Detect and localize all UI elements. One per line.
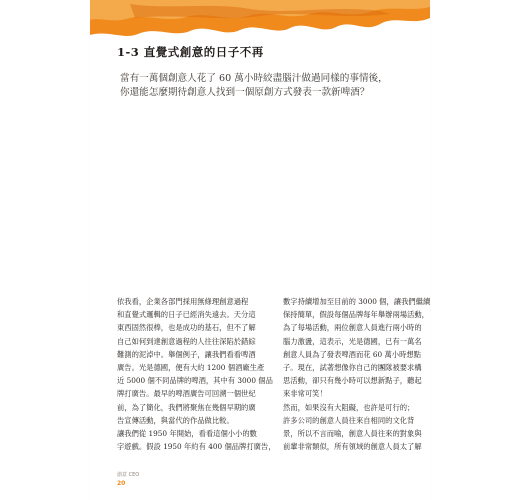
body-line: 保持簡單，假設每個品牌每年舉辦兩場活動， (283, 310, 429, 320)
body-line: 廣告。光是德國，便有大約 1200 個酒廠生產 (117, 363, 265, 373)
body-line: 依我看，企業各部門採用無條理創意過程 (117, 297, 249, 306)
lead-line: 你還能怎麼期待創意人找到一個原創方式發表一款新啤酒？ (120, 87, 370, 98)
body-line: 腦力激盪，這表示，光是德國，已有一萬名 (283, 336, 422, 346)
body-column-right (283, 295, 429, 453)
book-page (90, 0, 430, 500)
body-line: 子。現在，試著想像你自己的團隊被要求構 (283, 363, 422, 373)
section-title: 1-3 直覺式創意的日子不再 (117, 45, 264, 59)
body-line: 近 5000 個不同品牌的啤酒，其中有 3000 個品 (117, 376, 273, 386)
body-line: 然而，如果沒有大阻礙，也許是可行的； (283, 402, 415, 412)
page-number: 20 (117, 480, 126, 487)
body-line: 告宣傳活動，與當代的作品做比較。 (117, 415, 234, 425)
running-footer: 創意 CEO (117, 472, 140, 478)
body-line: 思活動，卻只有幾小時可以想新點子，聽起 (283, 376, 422, 386)
lead-line: 當有一萬個創意人花了 60 萬小時絞盡腦汁做過同樣的事情後， (120, 73, 388, 84)
body-line: 前，為了簡化，我們將聚焦在幾個早期的廣 (117, 402, 256, 412)
body-line: 讓我們從 1950 年開始，看看這個小小的數 (117, 429, 257, 439)
body-line: 前輩非常類似，所有領域的創意人員太了解 (283, 442, 422, 452)
body-line: 創意人員為了發表啤酒而花 60 萬小時想點 (283, 349, 421, 359)
body-line: 東西固然很棒，也是成功的基石，但不了解 (117, 323, 256, 333)
body-line: 許多公司的創意人員往來自相同的文化背 (283, 415, 415, 425)
body-line: 來非常可笑！ (283, 389, 327, 399)
body-line: 難測的泥淖中。舉個例子，讓我們看看啤酒 (117, 349, 256, 359)
body-line: 自己如何到達創意過程的人往往深陷於錯綜 (117, 336, 256, 346)
body-line: 字遊戲。假設 1950 年約有 400 個品牌打廣告， (117, 442, 276, 452)
body-line: 和直覺式邏輯的日子已經消失遠去。天分這 (117, 310, 256, 320)
body-line: 為了每場活動，兩位創意人員進行兩小時的 (283, 323, 422, 333)
body-line: 景，所以不言而喻，創意人員往來的對象與 (283, 429, 422, 439)
orange-brush-banner (90, 0, 430, 40)
body-column-left (117, 295, 276, 453)
lead-quote (120, 72, 410, 100)
body-line: 牌打廣告。最早的啤酒廣告可回溯一個世紀 (117, 389, 256, 399)
body-line: 數字持續增加至目前的 3000 個，讓我們繼續 (283, 297, 431, 306)
